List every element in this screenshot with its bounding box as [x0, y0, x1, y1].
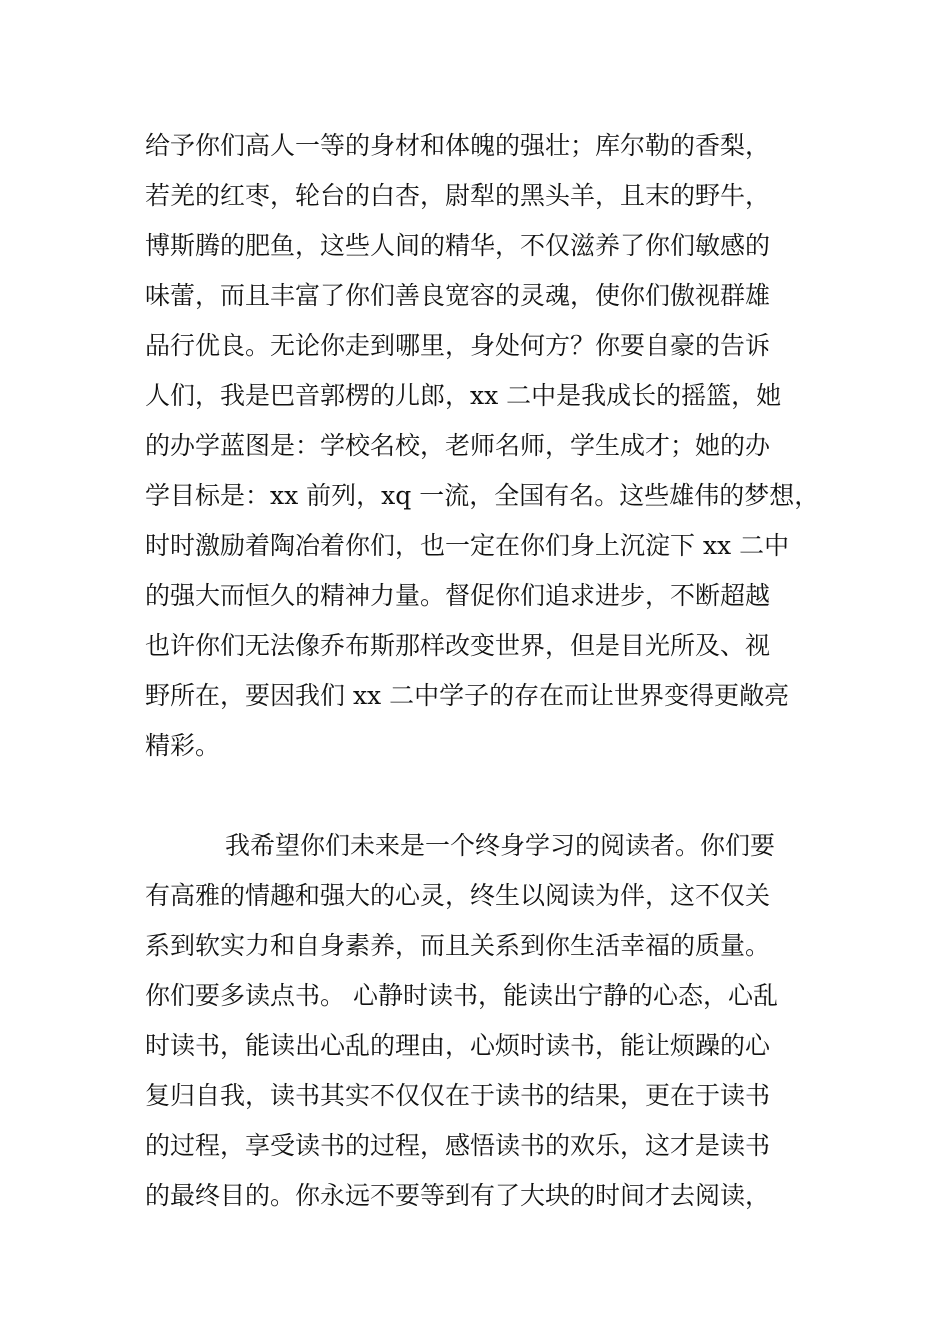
text-line: 时读书，能读出心乱的理由，心烦时读书，能让烦躁的心	[145, 1031, 771, 1060]
text-line: 味蕾，而且丰富了你们善良宽容的灵魂，使你们傲视群雄	[145, 281, 771, 310]
text-line: 若羌的红枣，轮台的白杏，尉犁的黑头羊，且末的野牛，	[145, 181, 771, 210]
text-line: 学目标是：xx 前列，xq 一流，全国有名。这些雄伟的梦想，	[145, 481, 820, 510]
text-line: 系到软实力和自身素养，而且关系到你生活幸福的质量。	[145, 931, 771, 960]
text-line: 品行优良。无论你走到哪里，身处何方？你要自豪的告诉	[145, 331, 771, 360]
text-line: 精彩。	[145, 731, 221, 760]
text-line: 的最终目的。你永远不要等到有了大块的时间才去阅读，	[145, 1181, 771, 1210]
text-line: 的过程，享受读书的过程，感悟读书的欢乐，这才是读书	[145, 1131, 771, 1160]
text-line: 的强大而恒久的精神力量。督促你们追求进步，不断超越	[145, 581, 771, 610]
text-line: 有高雅的情趣和强大的心灵，终生以阅读为伴，这不仅关	[145, 881, 771, 910]
text-line: 复归自我，读书其实不仅仅在于读书的结果，更在于读书	[145, 1081, 771, 1110]
paragraph-1	[145, 121, 845, 771]
text-line: 给予你们高人一等的身材和体魄的强壮；库尔勒的香梨，	[145, 131, 771, 160]
text-line: 时时激励着陶冶着你们，也一定在你们身上沉淀下 xx 二中	[145, 531, 790, 560]
text-line: 野所在，要因我们 xx 二中学子的存在而让世界变得更敞亮	[145, 681, 790, 710]
text-line: 博斯腾的肥鱼，这些人间的精华，不仅滋养了你们敏感的	[145, 231, 771, 260]
text-line: 的办学蓝图是：学校名校，老师名师，学生成才；她的办	[145, 431, 771, 460]
text-line: 也许你们无法像乔布斯那样改变世界，但是目光所及、视	[145, 631, 771, 660]
text-line: 人们，我是巴音郭楞的儿郎，xx 二中是我成长的摇篮，她	[145, 381, 782, 410]
paragraph-2	[145, 821, 845, 1221]
text-line: 你们要多读点书。 心静时读书，能读出宁静的心态，心乱	[145, 981, 778, 1010]
text-line-indented: 我希望你们未来是一个终身学习的阅读者。你们要	[225, 831, 776, 860]
